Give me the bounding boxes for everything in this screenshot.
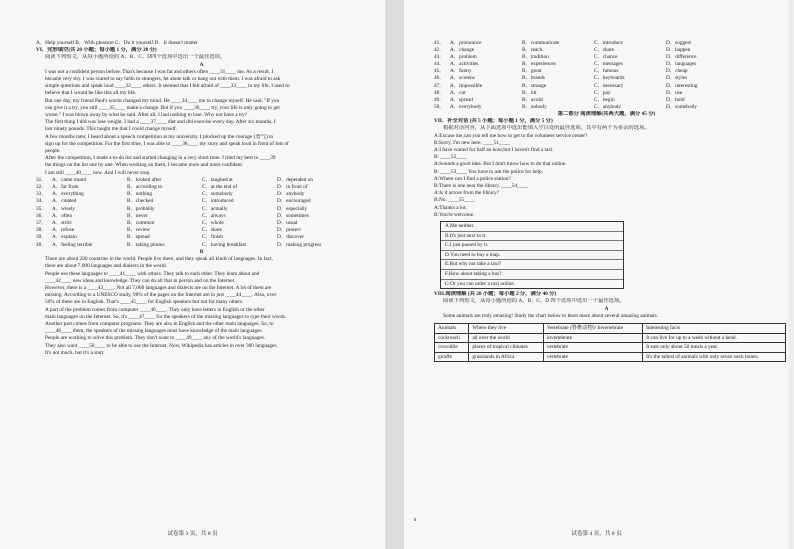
option-row <box>36 220 367 227</box>
answer-choice: A．change <box>450 47 475 54</box>
answer-choice: B．nobody <box>522 103 547 110</box>
answer-choice: D．interesting <box>666 82 698 89</box>
answer-choice: D．protect <box>277 227 301 234</box>
answer-choice: C．keyboards <box>594 75 625 82</box>
answer-choice: A．everybody <box>450 103 482 110</box>
option-row <box>434 97 779 104</box>
question-number: 33． <box>36 191 47 198</box>
answer-choice: A．screens <box>450 75 475 82</box>
passage-line: lost ninety pounds. This taught me that I could change myself. <box>45 126 178 133</box>
answer-choice: C．actually <box>202 205 228 212</box>
exam-page-4 <box>404 0 789 549</box>
table-row <box>435 333 786 343</box>
option-row <box>434 104 779 111</box>
dialogue-line: B:There is one near the library. ____54____ <box>434 182 528 189</box>
passage-line: there are about 7,000 languages and dialects in the world. <box>45 263 167 270</box>
cloze-passage-b <box>36 256 367 357</box>
answer-choice: A．pronounce <box>450 40 482 46</box>
answer-choice: D．depended on <box>277 176 314 183</box>
passage-line: However, there is a ____43____. Not all 7,000 languages and dialects are on the Internet. A lot of them are <box>45 284 272 291</box>
dialogue-line: B: ____52____ <box>434 154 467 161</box>
answer-choice: C．begin <box>594 96 615 103</box>
answer-choice: A．funny <box>450 68 472 75</box>
passage-line: 50% of these are in English. That's ____45____ for English speakers but not for many others. <box>45 299 244 306</box>
passage-line: After the competition, I made a to-do list and started changing in a very short time. I tried my best to ____39 <box>45 155 276 162</box>
answer-choice: B．strange <box>522 82 547 89</box>
option-row <box>434 47 779 54</box>
question-number: 43． <box>434 54 445 61</box>
passage-line: A part of the problem comes from computer ____46____. They only have letters in English or the other <box>45 306 265 313</box>
table-cell: vertebrate <box>543 343 642 353</box>
answer-choice: B．review <box>127 227 151 234</box>
dialogue-line: A:Where can I find a police station? <box>434 175 511 182</box>
table-header-cell: Vertebrate (脊椎动物)/ Invertebrate <box>543 323 642 333</box>
passage-line: There are about 200 countries in the world. People live there, and they speak all kinds of languages. In fact, <box>45 256 273 263</box>
answer-choice: D．especially <box>277 205 308 212</box>
answer-choice: B．brands <box>522 75 545 82</box>
answer-choice: A．cut <box>450 89 466 96</box>
passage-line: missing. According to a UNESCO study, 98% of the pages on the Internet are in just ____44____. Also, over <box>45 292 277 299</box>
answer-choice: C．at the end of <box>202 184 238 191</box>
answer-choice: A．activities <box>450 61 479 68</box>
answer-choice: A．explain <box>52 234 77 241</box>
table-header-cell: Where they live <box>469 323 544 333</box>
answer-choice: B．avoid <box>522 96 543 103</box>
dialogue-line: A:Thanks a lot. <box>434 204 467 211</box>
question-number: 37． <box>36 220 47 227</box>
answer-choice: B．tradition <box>522 54 549 61</box>
answer-choice: D．sometimes <box>277 212 309 219</box>
table-cell: cockroach <box>435 333 469 343</box>
answer-choice: C．anybody <box>594 103 622 110</box>
answer-choice: D．in front of <box>277 184 308 191</box>
dialogue-option: A.Me neither. <box>441 222 623 232</box>
passage-line: The first thing I did was lose weight. I had a ____37____ diet and did exercise every day. After six months, I <box>45 119 276 126</box>
passage-line: It's not much, but it's a start. <box>45 349 105 356</box>
passage-line: became very shy. I was scared to say hello to strangers, let alone talk or hang out with them. I was afraid to ask <box>45 76 281 83</box>
answer-choice: A．feeling terrible <box>52 241 93 248</box>
answer-choice: D．hold <box>666 96 685 103</box>
answer-choice: B．spread <box>127 234 150 241</box>
answer-choice: A．came round <box>52 176 86 183</box>
animals-table <box>434 323 786 362</box>
answer-choice: D．discover <box>277 234 305 241</box>
question-number: 31． <box>36 176 47 183</box>
answer-choice: B．probably <box>127 205 155 212</box>
option-row <box>434 54 779 61</box>
answer-choice: C．somebody <box>202 191 233 198</box>
cloze-options-31-40 <box>36 177 367 249</box>
answer-choice: A．everything <box>52 191 84 198</box>
page-footer: 试卷第 3 页，共 8 页 <box>167 531 218 537</box>
answer-choice: D．languages <box>666 61 697 68</box>
answer-choice: C．famous <box>594 68 619 75</box>
passage-line: People use these languages to ____41____ with others. They talk to each other. They learn about and <box>45 270 260 277</box>
table-row <box>435 343 786 353</box>
section-8-instruction: 阅读下列短文，从每小题所给的 A、B、C、D 四个选项中选出一个最佳选项。 <box>443 298 625 305</box>
passage-line: main languages on the Internet. So, it's ____47____ for the speakers of the missing languages to type their words. <box>45 313 287 320</box>
option-row <box>434 40 779 47</box>
option-row <box>36 206 367 213</box>
dialogue <box>434 133 779 219</box>
option-row <box>36 184 367 191</box>
table-header-cell: Animals <box>435 323 469 333</box>
dialogue-option: G.Or you can order a taxi online. <box>445 280 516 287</box>
dialogue-line: B:You're welcome. <box>434 211 475 218</box>
answer-choice: D．encouraged <box>277 198 311 205</box>
option-row <box>36 198 367 205</box>
exam-page-3 <box>0 0 385 549</box>
question-number: 44． <box>434 61 445 68</box>
question-number: 41． <box>434 40 445 46</box>
passage-line: I was not a confident person before. That's because I was fat and others often ____31____ me. As a result, I <box>45 68 274 75</box>
dialogue-line: B:No. ____55____ <box>434 197 475 204</box>
section-7-instruction: 根据对话内容，从下面选项中选出能填入空白处的最佳选项，其中有两个为多余的选项。 <box>443 125 650 132</box>
passage-a-label: A <box>199 61 204 68</box>
answer-choice: D．somebody <box>666 103 697 110</box>
option-row <box>434 83 779 90</box>
cloze-options-41-50 <box>434 40 779 111</box>
answer-choice: B．looked after <box>127 176 162 183</box>
answer-choice: B．checked <box>127 198 154 205</box>
option-row <box>434 90 779 97</box>
table-cell: It's the tallest of animals with only seven neck bones. <box>643 352 786 362</box>
table-cell: vertebrate <box>543 352 642 362</box>
answer-choice: A．often <box>52 212 73 219</box>
page-gutter <box>385 0 404 549</box>
option-row <box>36 234 367 241</box>
answer-choice: C．whole <box>202 220 224 227</box>
question-number: 48． <box>434 89 445 96</box>
dialogue-option: B.It's just next to it. <box>441 232 623 242</box>
answer-choice: A．created <box>52 198 77 205</box>
section-8-title: VIII.阅读理解 (共 20 小题；每小题 2 分，满分 40 分) <box>434 291 557 298</box>
passage-line: ____48____ them, the speakers of the missing languages must have knowledge of the main languages. <box>45 328 263 335</box>
passage-line: Another part comes from computer programs. They are also in English and the other main languages. So, to <box>45 320 274 327</box>
answer-choice: B．hit <box>522 89 537 96</box>
table-cell: It can live for up to a week without a head. <box>643 333 786 343</box>
table-cell: all over the world <box>469 333 544 343</box>
question-number: 50． <box>434 103 445 110</box>
answer-choice: D．styles <box>666 75 688 82</box>
answer-choice: C．necessary <box>594 82 624 89</box>
answer-choice: D．cheap <box>666 68 688 75</box>
answer-choice: D．happen <box>666 47 691 54</box>
page-footer: 试卷第 4 页，共 8 页 <box>571 531 622 537</box>
dialogue-line: A:Is it across from the library? <box>434 190 500 197</box>
dialogue-option: E.But why not take a taxi? <box>441 260 623 270</box>
question-number: 35． <box>36 205 47 212</box>
answer-choice: B．taking photos <box>127 241 165 248</box>
table-body <box>435 333 786 362</box>
passage-line: ____42____ new ideas and knowledge. They can do all that in person and on the Internet. <box>45 277 236 284</box>
dialogue-line: A:I have waited for half an hour,but I haven't find a taxi. <box>434 146 554 153</box>
table-cell: giraffe <box>435 352 469 362</box>
answer-choice: A．impossible <box>450 82 483 89</box>
dialogue-option: F.How about taking a bus? <box>441 270 623 280</box>
answer-choice: C．always <box>202 212 226 219</box>
dialogue-option: C.I just passed by it. <box>441 241 623 251</box>
cloze-passage-a <box>36 69 367 177</box>
answer-choice: C．introduce <box>594 40 623 46</box>
option-row <box>36 242 367 249</box>
answer-choice: D．making progress <box>277 241 322 248</box>
table-header-cell: Interesting facts <box>643 323 786 333</box>
question-number: 46． <box>434 75 445 82</box>
passage-line: believe that I would be like this all my life. <box>45 90 137 97</box>
table-row <box>435 352 786 362</box>
section-7-title: VII．补全对话 (共 5 小题；每小题 1 分，满分 5 分) <box>434 118 553 125</box>
section-6-instruction: 阅读下列短文，从每小题所给的 A、B、C、D四个选项中选出一个最佳选项。 <box>45 54 226 61</box>
answer-choice: B．great <box>522 68 542 75</box>
section-6-title: VI．完形填空(共 20 小题；每小题 1 分，满分 20 分) <box>36 47 157 54</box>
answer-choice: A．spread <box>450 96 473 103</box>
answer-choice: A．wisely <box>52 205 75 212</box>
answer-choice: A．far from <box>52 184 79 191</box>
answer-choice: C．laughed at <box>202 176 233 183</box>
option-row <box>36 213 367 220</box>
answer-choice: D．difference <box>666 54 697 61</box>
question-number: 47． <box>434 82 445 89</box>
question-number: 32． <box>36 184 47 191</box>
answer-choice: B．experiences <box>522 61 556 68</box>
answer-choice: A．problem <box>450 54 477 61</box>
question-number: 45． <box>434 68 445 75</box>
table-cell: crocodile <box>435 343 469 353</box>
passage-line: People are working to solve this problem. They don't want to ____49____ any of the world's languages. <box>45 335 266 342</box>
table-header-row <box>435 323 786 333</box>
answer-choice: A．strict <box>52 220 72 227</box>
passage-line: can give it a try, you still ____35____ make a change. But if you ____36____ try, your life is only going to get <box>45 104 280 111</box>
answer-choice: C．having breakfast <box>202 241 246 248</box>
option-row <box>36 177 367 184</box>
answer-choice: B．nothing <box>127 191 153 198</box>
answer-choice: B．common <box>127 220 155 227</box>
dialogue-line: A:Excuse me,can you tell me how to get to the volunteer service center? <box>434 132 588 139</box>
reading-passage-a-intro: Some animals are truly amazing! Study the chart below to learn more about several amazing animals. <box>443 312 659 319</box>
answer-choice: B．according to <box>127 184 163 191</box>
passage-line: I am still ____40____ now. And I will never stop. <box>45 169 151 176</box>
answer-choice: B．reach <box>522 47 543 54</box>
answer-choice: C．pay <box>594 89 611 96</box>
question-number: 36． <box>36 212 47 219</box>
passage-line: They also want ____50____ to be able to use the Internet. Now, Wikipedia has articles in over 300 languages. <box>45 342 278 349</box>
question-number: 40． <box>36 241 47 248</box>
table-cell: invertebrate <box>543 333 642 343</box>
passage-line: people. <box>45 148 61 155</box>
part-2-title: 第二部分 阅读理解(共两大题，满分 45 分) <box>557 110 656 117</box>
question-number: 34． <box>36 198 47 205</box>
table-cell: It eats only about 50 meals a year. <box>643 343 786 353</box>
reading-passage-a-label: A <box>604 305 609 312</box>
dialogue-line: B: ____53____ You have to ask the police for help. <box>434 168 544 175</box>
dialogue-line: B:Sorry, I'm new here. ____51____ <box>434 139 510 146</box>
option-row <box>434 75 779 82</box>
answer-choice: C．introduced <box>202 198 234 205</box>
question-number: 38． <box>36 227 47 234</box>
answer-choice: D．use <box>666 89 683 96</box>
table-cell: places of tropical climates <box>469 343 544 353</box>
question-30-options: A．Help yourself B．With pleasure C．Do it yourself D．It doesn't matter <box>36 40 198 46</box>
answer-choice: C．finish <box>202 234 223 241</box>
question-number: 39． <box>36 234 47 241</box>
answer-choice: C．share <box>202 227 223 234</box>
dialogue-option: D.You need to buy a map. <box>441 251 623 261</box>
dialogue-line: A:Sounds a good idea. But I don't know how to do that online. <box>434 161 567 168</box>
question-number: 49． <box>434 96 445 103</box>
passage-line: A few months later, I heard about a speech competition at my university. I plucked up the courage (勇气) to <box>45 133 274 140</box>
table-cell: grasslands in Africa <box>469 352 544 362</box>
passage-line: the things on the list one by one. When working on them, I became more and more confident. <box>45 162 244 169</box>
passage-line: simple questions and speak loud ____32____ others. It seemed that I felt afraid of ____33____ in my life. I used to <box>45 83 290 90</box>
answer-choice: B．communicate <box>522 40 560 46</box>
answer-choice: D．usual <box>277 220 298 227</box>
option-row <box>36 191 367 198</box>
answer-choice: D．suggest <box>666 40 692 46</box>
answer-choice: C．chance <box>594 54 618 61</box>
option-row <box>434 68 779 75</box>
answer-choice: A．refuse <box>52 227 75 234</box>
passage-line: worse." I was blown away by what he said. After all, I had nothing to lose. Why not have a try? <box>45 112 248 119</box>
answer-choice: B．never <box>127 212 148 219</box>
dialogue-options-box <box>440 221 624 289</box>
passage-line: But one day, my friend Paul's words changed my mind. He ____34____ me to change myself. He said, "If you <box>45 97 280 104</box>
passage-line: sign up for the competition. For the first time, I was able to ____38____ my story and speak loud in front of lots of <box>45 140 289 147</box>
passage-b-label: B <box>199 248 204 255</box>
question-number: 42． <box>434 47 445 54</box>
answer-choice: D．anybody <box>277 191 305 198</box>
page-mark: s <box>414 517 417 523</box>
answer-choice: C．share <box>594 47 615 54</box>
answer-choice: C．messages <box>594 61 623 68</box>
